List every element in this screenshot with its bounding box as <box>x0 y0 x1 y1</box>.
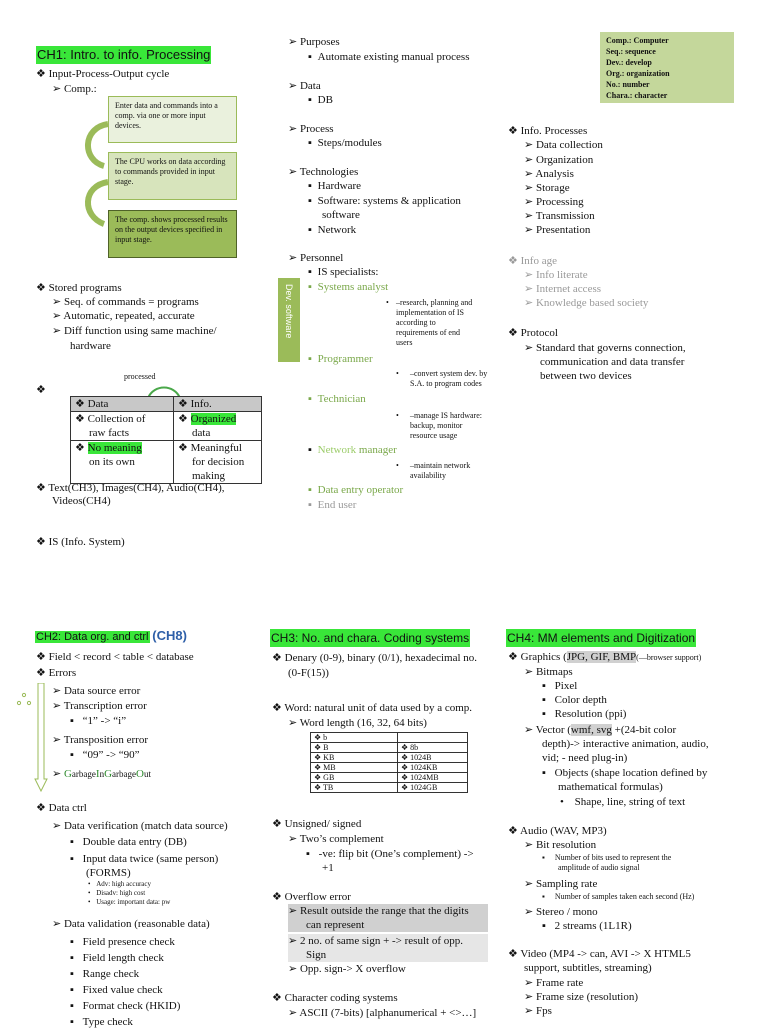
process-item: ➢ Process <box>288 123 334 135</box>
dev-software-band: Dev. software <box>278 278 300 362</box>
dval-item: ➢ Data validation (reasonable data) <box>52 918 210 930</box>
programmer-desc: • –convert system dev. by S.A. to program codes <box>396 369 488 388</box>
ch4-title: CH4: MM elements and Digitization <box>507 631 696 645</box>
shape-item: • Shape, line, string of text <box>560 796 686 808</box>
steps-item: ▪ Steps/modules <box>308 137 382 149</box>
overflow-rule-3: ➢ Opp. sign-> X overflow <box>288 963 406 975</box>
te-item: ➢ Transcription error <box>52 700 147 712</box>
audio-item: ❖ Audio (WAV, MP3) <box>508 825 607 837</box>
overflow-rule-1: ➢ Result outside the range that the digits can represent <box>288 904 488 932</box>
dots-icon <box>16 692 32 708</box>
technician-desc: • –manage IS hardware: backup, monitor resource usage <box>396 411 482 440</box>
technician-item: ▪ Technician <box>308 393 366 405</box>
infoage-list: ➢ Info literate ➢ Internet access ➢ Knowledge based society <box>524 269 649 309</box>
dse-item: ➢ Data source error <box>52 685 141 697</box>
dv-item: ➢ Data verification (match data source) <box>52 820 228 832</box>
is-item: ❖ IS (Info. System) <box>36 536 125 548</box>
analyst-desc: • –research, planning and implementation of IS according to requirements of end users <box>386 298 473 347</box>
tpe-item: ➢ Transposition error <box>52 734 149 746</box>
negative-item: ▪ -ve: flip bit (One’s complement) -> <box>306 848 474 860</box>
media-item-cont: Videos(CH4) <box>52 495 111 507</box>
video-item-cont: support, subtitles, streaming) <box>524 962 652 974</box>
vector-item-cont-2: vid; - need plug-in) <box>542 752 628 764</box>
isspec-item: ▪ IS specialists: <box>308 266 379 278</box>
unsigned-item: ❖ Unsigned/ signed <box>272 818 362 830</box>
bullet-empty: ❖ <box>36 384 46 396</box>
data-item: ➢ Data <box>288 80 321 92</box>
protocol-item: ❖ Protocol <box>508 327 558 339</box>
db-item: ▪ DB <box>308 94 333 106</box>
streams-item: ▪ 2 streams (1L1R) <box>542 920 632 932</box>
infoproc-item: ❖ Info. Processes <box>508 125 588 137</box>
overflow-rule-2: ➢ 2 no. of same sign + -> result of opp. Sign <box>288 934 488 962</box>
protocol-desc: ➢ Standard that governs connection, communication and data transfer between two devices <box>524 342 686 382</box>
software-item: ▪ Software: systems & application <box>308 195 461 207</box>
objects-item-cont: mathematical formulas) <box>558 781 663 793</box>
twos-item: ➢ Two’s complement <box>288 833 384 845</box>
tech-item: ➢ Technologies <box>288 166 359 178</box>
ch3-title: CH3: No. and chara. Coding systems <box>271 631 470 645</box>
ch2-title: CH2: Data org. and ctrl <box>36 631 149 643</box>
vector-item-cont-1: depth)-> interactive animation, audio, <box>542 738 709 750</box>
netmgr-item: ▪ Network manager <box>308 444 397 456</box>
programmer-item: ▪ Programmer <box>308 353 373 365</box>
sampling-item: ➢ Sampling rate <box>524 878 598 890</box>
purposes-item: ➢ Purposes <box>288 36 340 48</box>
denary-item-cont: (0-F(15)) <box>288 667 329 679</box>
media-item: ❖ Text(CH3), Images(CH4), Audio(CH4), <box>36 482 225 494</box>
hardware-item: ▪ Hardware <box>308 180 362 192</box>
idt-item-cont: (FORMS) <box>86 867 131 879</box>
checks-list: ▪ Field presence check ▪ Field length check ▪ Range check ▪ Fixed value check ▪ Format check (HKID) ▪ Type check <box>70 936 181 1028</box>
personnel-item: ➢ Personnel <box>288 252 344 264</box>
network-item: ▪ Network <box>308 224 357 236</box>
diff-item: ➢ Diff function using same machine/ <box>52 325 217 337</box>
field-item: ❖ Field < record < table < database <box>36 651 194 663</box>
ipo-item: ❖ Input-Process-Output cycle <box>36 68 170 80</box>
output-stage-box: The comp. shows processed results on the output devices specified in input stage. <box>108 210 237 258</box>
bitmap-list: ▪ Pixel ▪ Color depth ▪ Resolution (ppi) <box>542 680 627 720</box>
gigo-item: ➢ GarbageInGarbageOut <box>52 768 151 780</box>
idt-notes: • Adv: high accuracy • Disadv: high cost • Usage: important data: pw <box>88 880 171 906</box>
down-arrow-icon <box>34 683 48 793</box>
infoage-item: ❖ Info age <box>508 255 557 267</box>
te-example: ▪ “1” -> “i” <box>70 715 127 727</box>
negative-item-cont: +1 <box>322 862 334 874</box>
stereo-item: ➢ Stereo / mono <box>524 906 598 918</box>
process-stage-box: The CPU works on data according to commands provided in input stage. <box>108 152 237 200</box>
software-item-cont: software <box>322 209 360 221</box>
ch2-tag: (CH8) <box>152 628 187 643</box>
bitmaps-item: ➢ Bitmaps <box>524 666 573 678</box>
cycle-arrows <box>78 118 112 234</box>
dde-item: ▪ Double data entry (DB) <box>70 836 187 848</box>
process-list: ➢ Data collection ➢ Organization ➢ Analysis ➢ Storage ➢ Processing ➢ Transmission ➢ Presentation <box>524 139 603 236</box>
datactrl-item: ❖ Data ctrl <box>36 802 87 814</box>
input-stage-box: Enter data and commands into a comp. via one or more input devices. <box>108 96 237 143</box>
ch2-header <box>35 628 187 646</box>
diff-item-cont: hardware <box>70 340 111 352</box>
wordlength-item: ➢ Word length (16, 32, 64 bits) <box>288 717 427 729</box>
dataentry-item: ▪ Data entry operator <box>308 484 404 496</box>
graphics-item: ❖ Graphics (JPG, GIF, BMP(—browser support) <box>508 651 702 663</box>
idt-item: ▪ Input data twice (same person) <box>70 853 219 865</box>
errors-item: ❖ Errors <box>36 667 77 679</box>
word-item: ❖ Word: natural unit of data used by a comp. <box>272 702 473 714</box>
overflow-item: ❖ Overflow error <box>272 891 351 903</box>
auto-item: ➢ Automatic, repeated, accurate <box>52 310 195 322</box>
comp-item: ➢ Comp.: <box>52 83 97 95</box>
denary-item: ❖ Denary (0-9), binary (0/1), hexadecimal no. <box>272 652 478 664</box>
objects-item: ▪ Objects (shape location defined by <box>542 767 708 779</box>
tpe-example: ▪ “09” -> “90” <box>70 749 140 761</box>
vector-item: ➢ Vector (wmf, svg +(24-bit color <box>524 724 677 736</box>
seq-item: ➢ Seq. of commands = programs <box>52 296 199 308</box>
netmgr-desc: • –maintain network availability <box>396 461 471 480</box>
data-info-table: ❖ Data ❖ Info. ❖ Collection of raw facts ❖ Organized data ❖ No meaning on its own ❖ Meaningful for decision making <box>70 396 262 484</box>
ascii-item: ➢ ASCII (7-bits) [alphanumerical + <>…] <box>288 1007 477 1019</box>
bitres-item: ➢ Bit resolution <box>524 839 597 851</box>
sampling-desc: ▪ Number of samples taken each second (Hz) <box>542 892 695 901</box>
analyst-item: ▪ Systems analyst <box>308 281 389 293</box>
processed-label: processed <box>124 372 156 381</box>
enduser-item: ▪ End user <box>308 499 357 511</box>
bitres-desc: ▪ Number of bits used to represent the amplitude of audio signal <box>542 853 672 872</box>
stored-programs: ❖ Stored programs <box>36 282 122 294</box>
video-item: ❖ Video (MP4 -> can, AVI -> X HTML5 <box>508 948 691 960</box>
unit-table: ❖ b ❖ B ❖ 8b ❖ KB ❖ 1024B ❖ MB ❖ 1024KB ❖ GB ❖ 1024MB ❖ TB ❖ 1024GB <box>310 732 468 793</box>
automate-item: ▪ Automate existing manual process <box>308 51 470 63</box>
ch1-title: CH1: Intro. to info. Processing <box>37 47 211 62</box>
abbreviation-legend: Comp.: Computer Seq.: sequence Dev.: develop Org.: organization No.: number Chara.: character <box>600 32 734 103</box>
video-list: ➢ Frame rate ➢ Frame size (resolution) ➢ Fps <box>524 977 638 1017</box>
ccs-item: ❖ Character coding systems <box>272 992 398 1004</box>
